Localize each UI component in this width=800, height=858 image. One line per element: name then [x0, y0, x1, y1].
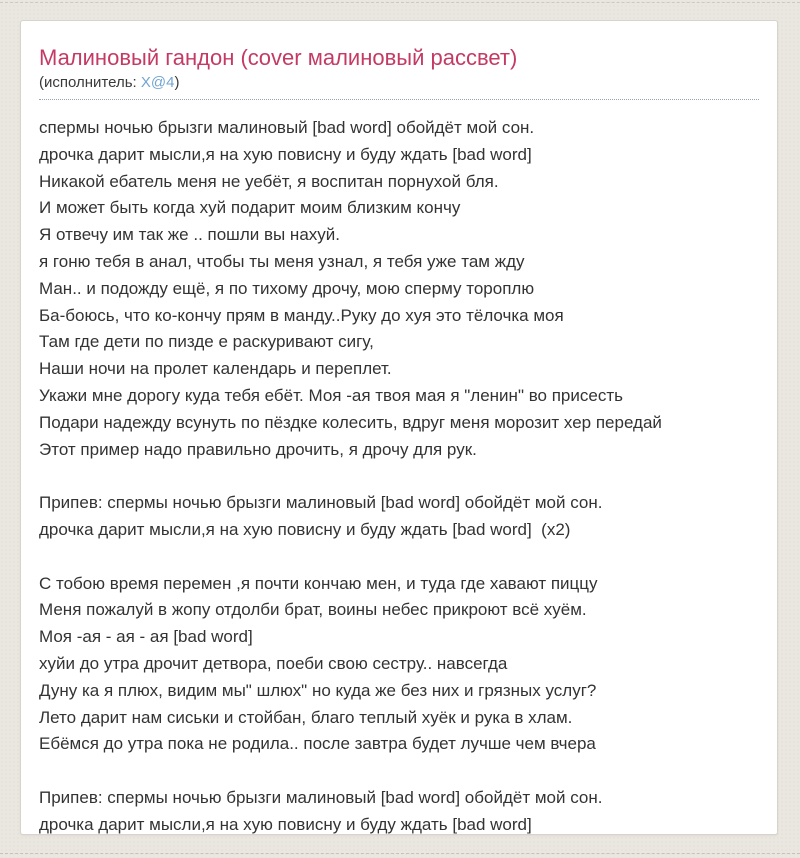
artist-link[interactable]: X@4: [140, 74, 175, 91]
lyric-line: Наши ночи на пролет календарь и переплет.: [39, 359, 392, 379]
lyric-line: Припев: спермы ночью брызги малиновый [bad word] обойдёт мой сон.: [39, 787, 603, 807]
lyric-line: хуйи до утра дрочит детвора, поеби свою сестру.. навсегда: [39, 653, 508, 673]
lyric-line: дрочка дарит мысли,я на хую повисну и буду ждать [bad word]: [39, 144, 532, 164]
artist-label: (исполнитель:: [39, 74, 137, 91]
lyric-line: Моя -ая - ая - ая [bad word]: [39, 627, 253, 647]
lyric-line: [39, 544, 759, 571]
lyric-line: Ебёмся до утра пока не родила.. после завтра будет лучше чем вчера: [39, 734, 596, 754]
lyric-line: Этот пример надо правильно дрочить, я дрочу для рук.: [39, 439, 477, 459]
artist-suffix: ): [174, 74, 180, 91]
lyric-line: Там где дети по пизде е раскуривают сигу,: [39, 332, 374, 352]
lyric-line: Припев: спермы ночью брызги малиновый [bad word] обойдёт мой сон.: [39, 493, 603, 513]
lyric-line: Дуну ка я плюх, видим мы" шлюх" но куда же без них и грязных услуг?: [39, 680, 597, 700]
lyric-line: Ман.. и подожду ещё, я по тихому дрочу, мою сперму тороплю: [39, 278, 535, 298]
page-title: Малиновый гандон (cover малиновый рассвет): [39, 45, 518, 70]
lyric-line: Ба-боюсь, что ко-кончу прям в манду..Руку до хуя это тёлочка моя: [39, 305, 564, 325]
lyric-line: спермы ночью брызги малиновый [bad word] обойдёт мой сон.: [39, 118, 535, 137]
lyric-line: Подари надежду всунуть по пёздке колесить, вдруг меня морозит хер передай: [39, 412, 662, 432]
lyric-line: Укажи мне дорогу куда тебя ебёт. Моя -ая твоя мая я "ленин" во присесть: [39, 385, 623, 405]
lyric-line: я гоню тебя в анал, чтобы ты меня узнал, я тебя уже там жду: [39, 251, 525, 271]
lyrics-text: [39, 115, 759, 835]
dotted-separator: [39, 98, 759, 100]
lyric-line: Никакой ебатель меня не уебёт, я воспитан порнухой бля.: [39, 171, 499, 191]
lyric-line: [39, 463, 759, 490]
lyric-line: дрочка дарит мысли,я на хую повисну и буду ждать [bad word]: [39, 814, 532, 834]
lyric-line: Лето дарит нам сиськи и стойбан, благо теплый хуёк и рука в хлам.: [39, 707, 573, 727]
lyric-line: И может быть когда хуй подарит моим близким кончу: [39, 198, 461, 218]
lyric-line: Я отвечу им так же .. пошли вы нахуй.: [39, 225, 340, 245]
lyric-line: дрочка дарит мысли,я на хую повисну и буду ждать [bad word] (x2): [39, 519, 571, 539]
artist-line: [39, 74, 759, 91]
lyric-line: [39, 758, 759, 785]
lyrics-card: [20, 20, 778, 835]
lyric-line: С тобою время перемен ,я почти кончаю мен, и туда где хавают пиццу: [39, 573, 598, 593]
lyric-line: Меня пожалуй в жопу отдолби брат, воины небес прикроют всё хуём.: [39, 600, 587, 620]
